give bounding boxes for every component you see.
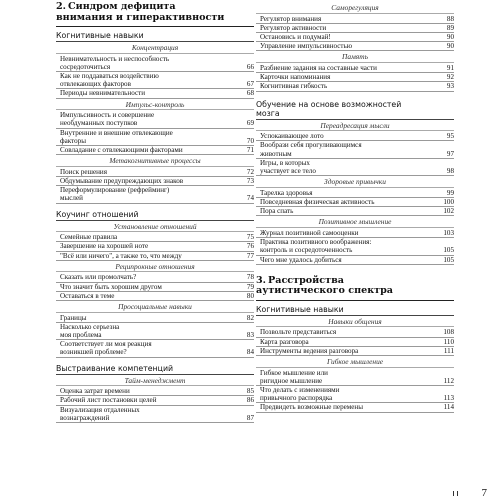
- entry-title: Обдумывание предупреждающих знаков: [60, 177, 184, 186]
- toc-entry[interactable]: [56, 396, 254, 405]
- entry-title: Остановись и подумай!: [260, 33, 331, 41]
- chapter-wrap: [256, 276, 454, 301]
- entry-title: Как не поддаваться воздействию отвлекающих факторов: [60, 72, 159, 89]
- entry-page-number: 95: [446, 132, 454, 141]
- entry-page-number: 110: [443, 337, 454, 346]
- entry-title: Импульсивность и совершение необдуманных поступков: [60, 111, 155, 128]
- toc-entry[interactable]: [256, 141, 454, 158]
- entry-title: Сказать или промолчать?: [60, 273, 137, 282]
- entry-page-number: 70: [246, 136, 254, 145]
- toc-entry[interactable]: [256, 24, 454, 33]
- entry-title: Семейные правила: [60, 233, 118, 242]
- subsection-heading: Просоциальные навыки: [56, 303, 254, 313]
- entry-page-number: 72: [246, 167, 254, 176]
- section-heading: Коучинг отношений: [56, 209, 139, 219]
- chapter-title: [56, 2, 254, 23]
- entry-title: Успокаивающее лото: [260, 132, 324, 141]
- toc-entry[interactable]: [256, 42, 454, 51]
- subsection-heading: Импульс-контроль: [56, 101, 254, 111]
- entry-page-number: 85: [246, 387, 254, 396]
- entry-title: Игры, в которых участвует все тело: [260, 158, 316, 176]
- toc-entry[interactable]: [256, 33, 454, 42]
- entry-page-number: 76: [246, 242, 254, 251]
- entry-title: Чего мне удалось добиться: [260, 255, 342, 264]
- entry-title: Пора спать: [260, 207, 294, 216]
- entry-page-number: 87: [246, 413, 254, 422]
- entry-page-number: 86: [246, 396, 254, 405]
- entry-title: Насколько серьезна моя проблема: [60, 322, 120, 340]
- subsection-heading: Позитивное мышление: [256, 218, 454, 228]
- toc-entry[interactable]: [56, 283, 254, 292]
- subsection-heading: Реципрокные отношения: [56, 263, 254, 273]
- subsection-heading: Здоровые привычки: [256, 178, 454, 188]
- chapter-title-text: Синдром дефицита внимания и гиперактивности: [56, 1, 225, 23]
- toc-entry[interactable]: [56, 177, 254, 186]
- entry-page-number: 108: [443, 328, 454, 337]
- toc-entry[interactable]: [56, 72, 254, 89]
- entry-page-number: 68: [246, 89, 254, 98]
- toc-entry[interactable]: [256, 159, 454, 176]
- toc-entry[interactable]: [256, 82, 454, 91]
- entry-page-number: 79: [246, 282, 254, 291]
- subsection-heading: Концентрация: [56, 44, 254, 54]
- entry-page-number: 92: [446, 73, 454, 82]
- entry-title: Рабочий лист постановки целей: [60, 396, 157, 405]
- section-divider: [56, 41, 254, 42]
- entry-page-number: 67: [246, 80, 254, 89]
- toc-left-column: [56, 2, 254, 423]
- entry-page-number: 69: [246, 119, 254, 128]
- toc-entry[interactable]: [56, 406, 254, 423]
- entry-page-number: 97: [446, 149, 454, 158]
- entry-page-number: 83: [246, 331, 254, 340]
- entry-page-number: 105: [443, 255, 454, 264]
- chapter-number: 2.: [56, 1, 67, 12]
- entry-page-number: 113: [443, 394, 454, 403]
- toc-entry[interactable]: [256, 207, 454, 216]
- toc-entry[interactable]: [256, 338, 454, 347]
- entry-page-number: 74: [246, 194, 254, 203]
- toc-entry[interactable]: [256, 73, 454, 82]
- entry-page-number: 78: [246, 273, 254, 282]
- entry-page-number: 98: [446, 167, 454, 176]
- entry-page-number: 73: [246, 177, 254, 186]
- entry-title: Что значит быть хорошим другом: [60, 282, 162, 291]
- section-heading: Когнитивные навыки: [256, 304, 344, 314]
- entry-title: "Всё или ничего", а также то, что между: [60, 251, 182, 260]
- entry-title: Позвольте представиться: [260, 328, 337, 337]
- entry-title: Поиск решения: [60, 167, 107, 176]
- chapter-number: 3.: [256, 274, 267, 286]
- entry-title: Карта разговора: [260, 337, 309, 346]
- section-heading: Когнитивные навыки: [56, 31, 144, 40]
- toc-entry[interactable]: [56, 168, 254, 177]
- entry-title: Инструменты ведения разговора: [260, 346, 359, 355]
- entry-page-number: 84: [246, 348, 254, 357]
- toc-entry[interactable]: [56, 111, 254, 128]
- entry-title: Периоды невнимательности: [60, 89, 145, 98]
- entry-title: Когнитивная гибкость: [260, 82, 328, 91]
- entry-title: Вообрази себя прогуливающимся животным: [260, 141, 362, 158]
- page-number: 7: [481, 487, 487, 499]
- toc-entry[interactable]: [56, 55, 254, 72]
- entry-page-number: 89: [446, 23, 454, 32]
- toc-entry[interactable]: [56, 292, 254, 301]
- toc-entry[interactable]: [56, 314, 254, 323]
- subsection-heading: Метакогнитивные процессы: [56, 157, 254, 167]
- entry-page-number: 100: [443, 198, 454, 207]
- entry-title: Что делать с изменениями привычного распорядка: [260, 386, 340, 403]
- toc-entry[interactable]: [256, 369, 454, 386]
- toc-entry[interactable]: [56, 242, 254, 251]
- entry-title: Оставаться в теме: [60, 291, 115, 300]
- entry-title: Соответствует ли моя реакция возникшей проблеме?: [60, 340, 152, 357]
- subsection-heading: Навыки общения: [256, 318, 454, 328]
- chapter-title: [256, 276, 454, 297]
- entry-page-number: 102: [443, 207, 454, 216]
- entry-title: Оценка затрат времени: [60, 387, 130, 396]
- toc-entry[interactable]: [56, 146, 254, 155]
- entry-page-number: 82: [246, 313, 254, 322]
- toc-entry[interactable]: [256, 256, 454, 265]
- entry-title: Внутренние и внешние отвлекающие факторы: [60, 128, 173, 145]
- entry-title: Регулятор внимания: [260, 14, 322, 23]
- entry-title: Практика позитивного воображения: контроль и сосредоточенность: [260, 238, 372, 255]
- entry-title: Визуализация отдаленных вознаграждений: [60, 405, 140, 422]
- entry-page-number: 114: [443, 403, 454, 412]
- toc-entry[interactable]: [256, 328, 454, 337]
- toc-entry[interactable]: [256, 403, 454, 412]
- toc-entry[interactable]: [256, 238, 454, 255]
- toc-entry[interactable]: [256, 386, 454, 403]
- entry-title: Повседневная физическая активность: [260, 198, 375, 207]
- toc-entry[interactable]: [56, 323, 254, 340]
- entry-title: Завершение на хорошей ноте: [60, 242, 149, 251]
- chapter-title-text: Расстройства аутистического спектра: [256, 274, 393, 297]
- entry-title: Гибкое мышление или ригидное мышление: [260, 368, 328, 385]
- entry-page-number: 112: [443, 376, 454, 385]
- entry-title: Регулятор активности: [260, 23, 327, 32]
- toc-entry[interactable]: [56, 89, 254, 98]
- subsection-heading: Тайм-менеджмент: [56, 377, 254, 387]
- entry-title: Карточки напоминания: [260, 73, 331, 82]
- entry-title: Разбиение задания на составные части: [260, 64, 377, 72]
- chapter-divider: [56, 26, 254, 27]
- entry-page-number: 66: [246, 62, 254, 71]
- entry-title: Тарелка здоровья: [260, 188, 313, 197]
- section-heading: Обучение на основе возможностей мозга: [256, 99, 402, 118]
- toc-entry[interactable]: [56, 186, 254, 203]
- entry-page-number: 80: [246, 291, 254, 300]
- entry-page-number: 99: [446, 188, 454, 197]
- toc-entry[interactable]: [256, 189, 454, 198]
- entry-page-number: 111: [443, 346, 454, 355]
- toc-entry[interactable]: [256, 229, 454, 238]
- toc-entry[interactable]: [56, 129, 254, 146]
- entry-page-number: 103: [443, 229, 454, 238]
- entry-page-number: 91: [446, 64, 454, 72]
- entry-title: Совладание с отвлекающими факторами: [60, 146, 183, 155]
- subsection-heading: Переадресация мысли: [256, 122, 454, 132]
- toc-entry[interactable]: [256, 132, 454, 141]
- entry-page-number: 90: [446, 42, 454, 51]
- entry-page-number: 105: [443, 246, 454, 255]
- toc-entry[interactable]: [56, 387, 254, 396]
- section-divider: [256, 315, 454, 316]
- section-divider: [56, 374, 254, 375]
- toc-entry[interactable]: [56, 233, 254, 242]
- section-divider: [256, 119, 454, 120]
- toc-entry[interactable]: [56, 340, 254, 357]
- section-divider: [56, 220, 254, 221]
- entry-title: Границы: [60, 313, 87, 322]
- toc-entry[interactable]: [256, 347, 454, 356]
- entry-page-number: 90: [446, 33, 454, 41]
- toc-right-column: [256, 2, 454, 413]
- chapter-divider: [256, 300, 454, 301]
- entry-title: Переформулирование (рефрейминг) мыслей: [60, 186, 170, 203]
- entry-title: Невнимательность и неспособность сосредоточиться: [60, 54, 170, 71]
- entry-title: Управление импульсивностью: [260, 42, 353, 51]
- subsection-heading: Установление отношений: [56, 223, 254, 233]
- subsection-heading: Память: [256, 53, 454, 63]
- toc-entry[interactable]: [256, 64, 454, 73]
- entry-page-number: 93: [446, 82, 454, 91]
- toc-entry[interactable]: [256, 15, 454, 24]
- subsection-heading: Гибкое мышление: [256, 358, 454, 368]
- entry-title: Журнал позитивной самооценки: [260, 229, 359, 238]
- entry-page-number: 75: [246, 233, 254, 242]
- entry-page-number: 71: [246, 146, 254, 155]
- toc-entry[interactable]: [256, 198, 454, 207]
- toc-entry[interactable]: [56, 273, 254, 282]
- footer-ornament: [453, 491, 458, 496]
- toc-entry[interactable]: [56, 252, 254, 261]
- section-heading: Выстраивание компетенций: [56, 363, 174, 373]
- entry-page-number: 77: [246, 251, 254, 260]
- entry-title: Предвидеть возможные перемены: [260, 403, 363, 412]
- subsection-heading: Саморегуляция: [256, 4, 454, 14]
- entry-page-number: 88: [446, 14, 454, 23]
